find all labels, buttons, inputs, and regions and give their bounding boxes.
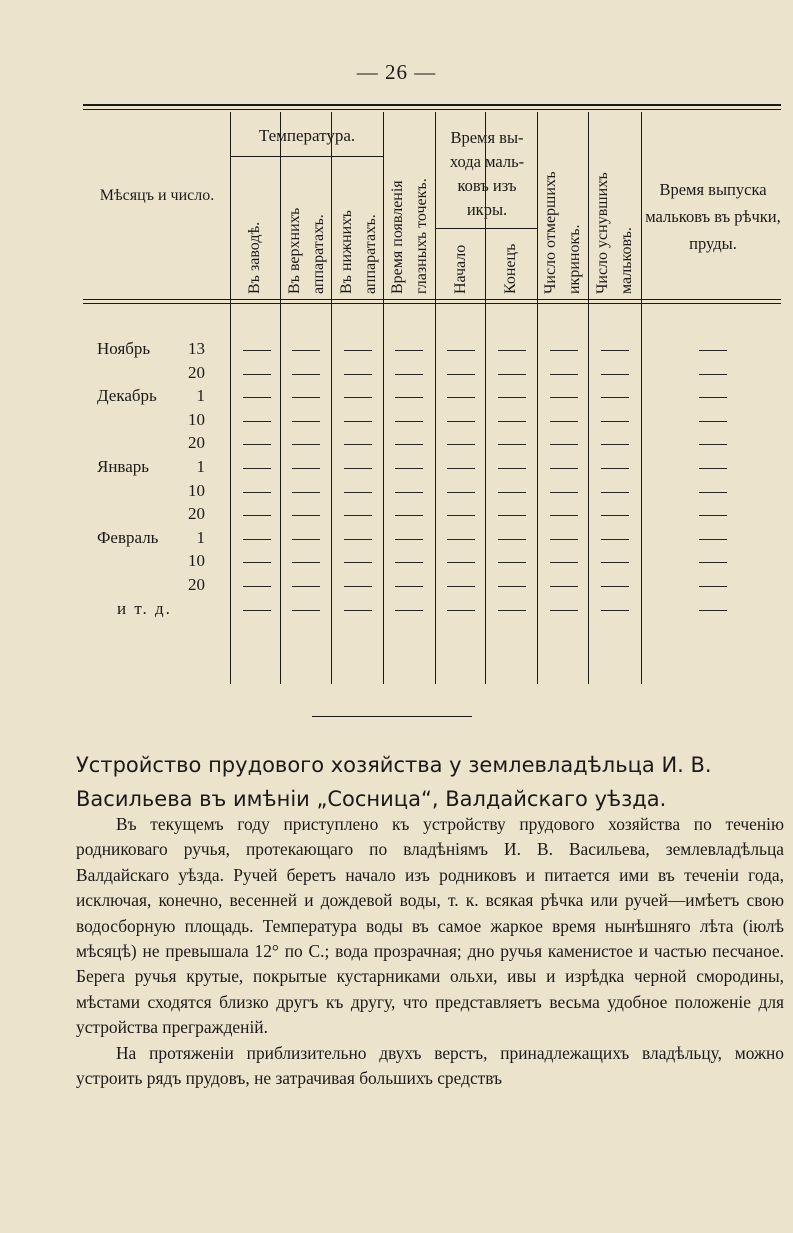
empty-cell-dash	[550, 586, 578, 587]
col-line	[435, 112, 436, 684]
empty-cell-dash	[447, 586, 475, 587]
empty-cell-dash	[243, 444, 271, 445]
header-dead-fry: Число уснувшихъ мальковъ.	[594, 172, 635, 294]
article-body	[76, 812, 784, 1091]
empty-cell-dash	[292, 562, 320, 563]
empty-cell-dash	[601, 515, 629, 516]
empty-cell-dash	[292, 397, 320, 398]
col-line	[537, 112, 538, 684]
empty-cell-dash	[292, 468, 320, 469]
header-release: Время выпуска мальковъ въ рѣчки, пруды.	[645, 180, 781, 253]
empty-cell-dash	[447, 350, 475, 351]
header-month: Мѣсяцъ и число.	[99, 187, 215, 204]
empty-cell-dash	[395, 421, 423, 422]
empty-cell-dash	[699, 350, 727, 351]
empty-cell-dash	[292, 610, 320, 611]
paragraph: Въ текущемъ году приступлено къ устройству прудового хозяйства по теченію родниковаго ручья, протекающаго по владѣніямъ И. В. Васильева, землевладѣльца Валдайскаго уѣзда. Ручей беретъ начало изъ родниковъ и питается ими въ теченіи года, исключая, конечно, весенней и дождевой воды, т. к. всякая рѣчка или ручей—имѣетъ свою водосборную площадь. Температура воды въ самое жаркое время нынѣшняго лѣта (іюлѣ мѣсяцѣ) не превышала 12° по С.; вода прозрачная; дно ручья каменистое и частью песчаное. Берега ручья крутые, покрытые кустарниками ольхи, ивы и изрѣдка черной смородины, мѣстами сходятся близко другъ къ другу, что представляетъ весьма удобное положеніе для устройства преграждeній.	[76, 814, 784, 1038]
empty-cell-dash	[292, 421, 320, 422]
table-top-rule-thin	[83, 109, 781, 110]
row-day: 13	[188, 339, 205, 358]
header-hatch-end: Конецъ	[502, 243, 519, 294]
empty-cell-dash	[550, 397, 578, 398]
table-row	[83, 408, 223, 432]
empty-cell-dash	[395, 468, 423, 469]
empty-cell-dash	[395, 397, 423, 398]
empty-cell-dash	[292, 350, 320, 351]
empty-cell-dash	[243, 468, 271, 469]
row-month: Февраль	[97, 527, 159, 547]
empty-cell-dash	[601, 421, 629, 422]
empty-cell-dash	[550, 492, 578, 493]
empty-cell-dash	[447, 397, 475, 398]
empty-cell-dash	[243, 350, 271, 351]
table-row	[83, 597, 223, 621]
empty-cell-dash	[344, 468, 372, 469]
empty-cell-dash	[292, 444, 320, 445]
empty-cell-dash	[550, 539, 578, 540]
empty-cell-dash	[243, 539, 271, 540]
empty-cell-dash	[344, 350, 372, 351]
table-row	[83, 455, 223, 479]
header-hatch-time: Время вы-ходa маль-ковъ изъ икры.	[449, 128, 525, 219]
empty-cell-dash	[395, 586, 423, 587]
empty-cell-dash	[550, 515, 578, 516]
empty-cell-dash	[243, 492, 271, 493]
empty-cell-dash	[447, 562, 475, 563]
empty-cell-dash	[344, 610, 372, 611]
empty-cell-dash	[344, 444, 372, 445]
header-eye-spots: Время появленія глазныхъ точекъ.	[389, 178, 430, 294]
empty-cell-dash	[344, 397, 372, 398]
row-day: 10	[188, 551, 205, 571]
empty-cell-dash	[699, 421, 727, 422]
empty-cell-dash	[699, 374, 727, 375]
empty-cell-dash	[498, 539, 526, 540]
empty-cell-dash	[550, 562, 578, 563]
empty-cell-dash	[699, 610, 727, 611]
empty-cell-dash	[498, 562, 526, 563]
empty-cell-dash	[447, 515, 475, 516]
empty-cell-dash	[699, 492, 727, 493]
table-row	[83, 549, 223, 573]
row-day: 1	[196, 386, 205, 406]
empty-cell-dash	[395, 444, 423, 445]
empty-cell-dash	[395, 515, 423, 516]
empty-cell-dash	[447, 539, 475, 540]
empty-cell-dash	[395, 374, 423, 375]
empty-cell-dash	[243, 397, 271, 398]
empty-cell-dash	[344, 421, 372, 422]
empty-cell-dash	[550, 444, 578, 445]
empty-cell-dash	[601, 444, 629, 445]
empty-cell-dash	[601, 492, 629, 493]
empty-cell-dash	[498, 610, 526, 611]
empty-cell-dash	[447, 421, 475, 422]
row-day: 1	[196, 457, 205, 476]
row-month: и т. д.	[117, 598, 172, 618]
temperature-subrule	[230, 156, 383, 157]
empty-cell-dash	[601, 562, 629, 563]
empty-cell-dash	[447, 374, 475, 375]
empty-cell-dash	[601, 397, 629, 398]
row-day: 20	[188, 433, 205, 453]
empty-cell-dash	[292, 586, 320, 587]
header-temperature: Температура.	[258, 126, 356, 145]
empty-cell-dash	[601, 539, 629, 540]
empty-cell-dash	[498, 586, 526, 587]
empty-cell-dash	[447, 444, 475, 445]
empty-cell-dash	[395, 539, 423, 540]
empty-cell-dash	[498, 421, 526, 422]
empty-cell-dash	[243, 586, 271, 587]
empty-cell-dash	[699, 444, 727, 445]
empty-cell-dash	[498, 515, 526, 516]
page-number: — 26 —	[356, 60, 437, 84]
empty-cell-dash	[498, 374, 526, 375]
empty-cell-dash	[243, 562, 271, 563]
row-day: 10	[188, 480, 205, 500]
empty-cell-dash	[498, 397, 526, 398]
table-row	[83, 431, 223, 455]
col-line	[383, 112, 384, 684]
empty-cell-dash	[344, 515, 372, 516]
empty-cell-dash	[447, 468, 475, 469]
col-line	[230, 112, 231, 684]
row-day: 20	[188, 504, 205, 524]
empty-cell-dash	[699, 586, 727, 587]
empty-cell-dash	[395, 350, 423, 351]
empty-cell-dash	[699, 539, 727, 540]
empty-cell-dash	[344, 539, 372, 540]
row-month: Январь	[97, 457, 150, 476]
empty-cell-dash	[601, 374, 629, 375]
empty-cell-dash	[498, 350, 526, 351]
header-bottom-rule	[83, 299, 781, 300]
col-line	[331, 112, 332, 684]
empty-cell-dash	[699, 515, 727, 516]
row-day: 20	[188, 575, 205, 594]
empty-cell-dash	[550, 468, 578, 469]
empty-cell-dash	[699, 468, 727, 469]
table-row	[83, 573, 223, 597]
table-row	[83, 526, 223, 550]
empty-cell-dash	[292, 539, 320, 540]
empty-cell-dash	[395, 492, 423, 493]
empty-cell-dash	[550, 374, 578, 375]
col-line	[641, 112, 642, 684]
row-day: 1	[196, 527, 205, 547]
empty-cell-dash	[699, 562, 727, 563]
header-temp-upper: Въ верхнихъ аппаратахъ.	[286, 207, 327, 294]
empty-cell-dash	[292, 492, 320, 493]
empty-cell-dash	[243, 421, 271, 422]
empty-cell-dash	[243, 515, 271, 516]
empty-cell-dash	[498, 468, 526, 469]
empty-cell-dash	[498, 492, 526, 493]
empty-cell-dash	[601, 586, 629, 587]
empty-cell-dash	[344, 586, 372, 587]
col-line	[280, 112, 281, 684]
row-day: 10	[188, 409, 205, 429]
empty-cell-dash	[550, 610, 578, 611]
row-day: 20	[188, 362, 205, 382]
empty-cell-dash	[243, 610, 271, 611]
table-row	[83, 384, 223, 408]
header-hatch-start: Начало	[452, 244, 469, 294]
table-row	[83, 479, 223, 503]
empty-cell-dash	[292, 374, 320, 375]
empty-cell-dash	[601, 468, 629, 469]
empty-cell-dash	[601, 350, 629, 351]
empty-cell-dash	[601, 610, 629, 611]
table-row	[83, 361, 223, 385]
header-bottom-rule-thin	[83, 303, 781, 304]
col-line	[588, 112, 589, 684]
empty-cell-dash	[243, 374, 271, 375]
empty-cell-dash	[344, 562, 372, 563]
empty-cell-dash	[447, 610, 475, 611]
article-heading: Устройство прудового хозяйства у землевладѣльца И. В. Васильева въ имѣніи „Сосница“, Валдайскаго уѣзда.	[76, 753, 712, 811]
row-month: Ноябрь	[97, 339, 151, 358]
row-month: Декабрь	[97, 386, 157, 406]
header-temp-lower: Въ нижнихъ аппаратахъ.	[338, 210, 379, 294]
empty-cell-dash	[550, 350, 578, 351]
table-row	[83, 502, 223, 526]
empty-cell-dash	[447, 492, 475, 493]
hatchery-table	[83, 104, 783, 684]
empty-cell-dash	[550, 421, 578, 422]
header-temp-factory: Въ заводѣ.	[246, 221, 263, 294]
empty-cell-dash	[344, 492, 372, 493]
section-separator	[312, 716, 472, 717]
empty-cell-dash	[395, 610, 423, 611]
empty-cell-dash	[292, 515, 320, 516]
table-row	[83, 337, 223, 361]
table-top-rule	[83, 104, 781, 106]
empty-cell-dash	[699, 397, 727, 398]
header-dead-eggs: Число отмершихъ икринокъ.	[542, 171, 583, 294]
paragraph: На протяженіи приблизительно двухъ верстъ, принадлежащихъ владѣльцу, можно устроить рядъ прудовъ, не затрачивая большихъ средствъ	[76, 1042, 784, 1089]
hatch-subrule	[435, 228, 537, 229]
empty-cell-dash	[344, 374, 372, 375]
empty-cell-dash	[498, 444, 526, 445]
empty-cell-dash	[395, 562, 423, 563]
